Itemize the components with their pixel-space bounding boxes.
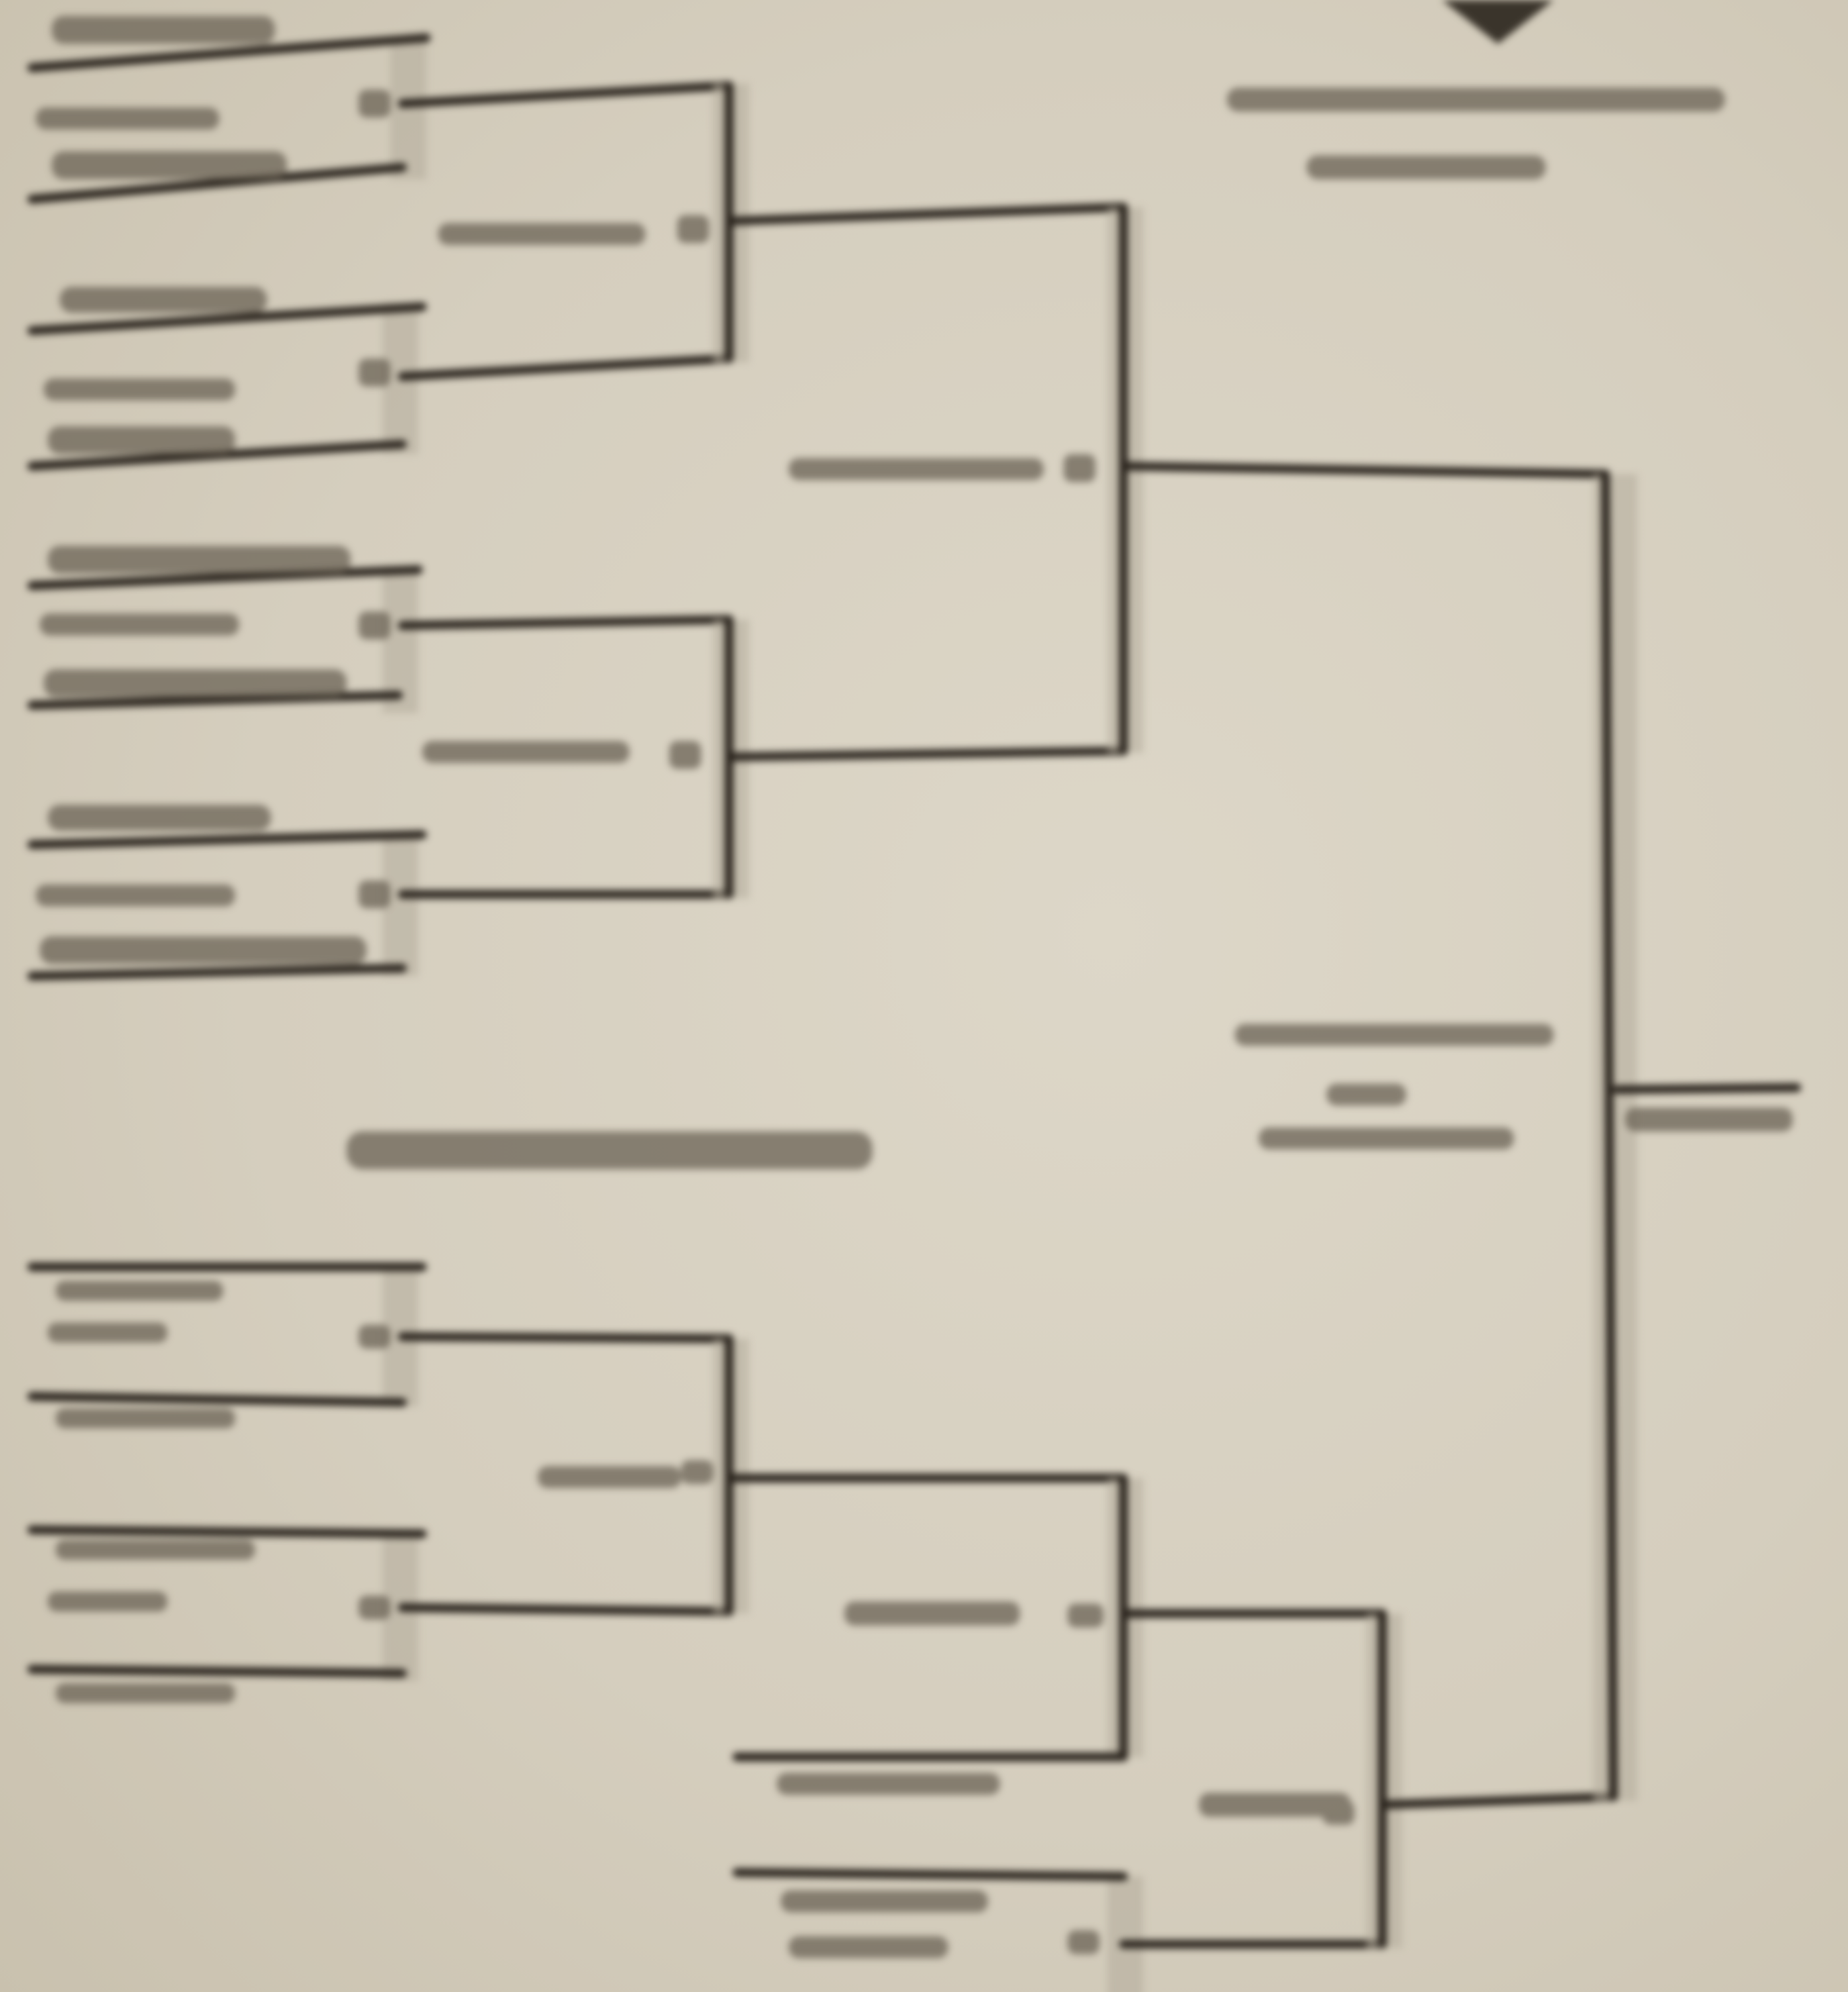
illegible-label (56, 1408, 235, 1428)
illegible-label (845, 1602, 1020, 1625)
losers-final-line (1382, 1797, 1613, 1805)
illegible-label (56, 1281, 223, 1301)
illegible-label (48, 426, 235, 454)
illegible-label (422, 741, 629, 763)
illegible-label (1259, 1127, 1514, 1149)
arrow-icon (1442, 0, 1554, 44)
r2-top-winner-line (729, 207, 1123, 221)
r1-match-d-top-line (32, 835, 422, 845)
lb-match-e-winner-line (402, 1337, 729, 1339)
illegible-label (1235, 1024, 1554, 1046)
illegible-label (56, 1540, 255, 1560)
illegible-label (48, 805, 271, 831)
lb-match-f-top-line (32, 1530, 422, 1534)
illegible-label (1068, 1604, 1103, 1627)
lb-r4-shade (1107, 1876, 1143, 1992)
winners-final-line (1123, 466, 1605, 474)
illegible-label (44, 378, 235, 400)
illegible-label (359, 359, 390, 386)
illegible-label (789, 1936, 948, 1958)
illegible-label (359, 1325, 390, 1349)
illegible-label (1625, 1108, 1793, 1131)
illegible-label (347, 1131, 872, 1169)
lb-match-f-bottom-line (32, 1669, 402, 1673)
illegible-label (669, 741, 701, 769)
illegible-label (1064, 454, 1095, 482)
illegible-label (1068, 1930, 1099, 1954)
illegible-label (52, 16, 275, 44)
illegible-label (36, 884, 235, 906)
illegible-label (48, 1323, 167, 1343)
illegible-label (40, 614, 239, 635)
illegible-label (777, 1773, 1000, 1795)
r2-bottom-winner-line (729, 751, 1123, 757)
r1-match-c-winner-line (402, 620, 729, 625)
illegible-label (48, 546, 351, 574)
lb-match-e-bottom-line (32, 1396, 402, 1402)
r1-match-b-winner-line (402, 359, 729, 376)
r1-match-a-winner-line (402, 86, 729, 104)
illegible-label (60, 287, 267, 313)
illegible-label (1307, 155, 1546, 179)
illegible-label (40, 936, 366, 964)
illegible-label (789, 458, 1044, 480)
illegible-label (1227, 88, 1725, 112)
illegible-label (1327, 1084, 1406, 1106)
grand-final (1593, 474, 1797, 1801)
illegible-label (52, 151, 287, 179)
illegible-label (438, 223, 645, 245)
r1-match-d-bottom-line (32, 968, 402, 976)
illegible-label (1323, 1801, 1354, 1825)
illegible-label (48, 1592, 167, 1612)
illegible-label (44, 669, 347, 697)
illegible-label (677, 215, 709, 243)
illegible-label (359, 1596, 390, 1619)
illegible-label (681, 1460, 713, 1484)
losers-bracket (32, 1267, 1613, 1992)
illegible-label (359, 612, 390, 639)
lb-r4-top-line (737, 1872, 1123, 1876)
illegible-label (359, 90, 390, 118)
r1-match-c-shade (382, 566, 418, 713)
champion-line (1617, 1088, 1797, 1090)
illegible-label (538, 1466, 681, 1488)
illegible-label (359, 880, 390, 908)
illegible-label (56, 1683, 235, 1703)
illegible-label (781, 1890, 988, 1912)
illegible-label (36, 108, 219, 129)
lb-match-f-winner-line (402, 1608, 729, 1612)
